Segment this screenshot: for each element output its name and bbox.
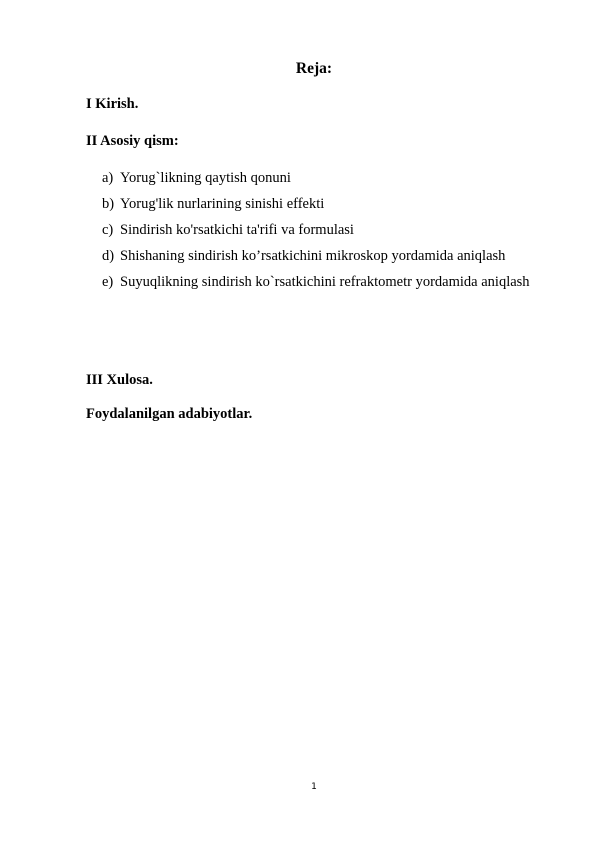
list-item-text: Sindirish ko'rsatkichi ta'rifi va formulasi [120,222,354,238]
list-marker: d) [102,248,115,264]
main-section-list [102,165,545,295]
list-item-text: Shishaning sindirish ko’rsatkichini mikroskop yordamida aniqlash [120,248,506,264]
section-heading-main: II Asosiy qism: [86,133,179,149]
list-item [102,165,545,191]
list-marker: e) [102,274,114,290]
list-item-text: Suyuqlikning sindirish ko`rsatkichini refraktometr yordamida aniqlash [120,274,530,290]
page-number: 1 [311,782,317,792]
list-marker: c) [102,222,114,238]
list-item [102,269,545,295]
list-item-text: Yorug`likning qaytish qonuni [120,170,291,186]
section-heading-references: Foydalanilgan adabiyotlar. [86,406,253,422]
page-title: Reja: [295,60,333,77]
section-heading-intro: I Kirish. [86,96,139,112]
section-heading-conclusion: III Xulosa. [86,372,153,388]
list-marker: a) [102,170,114,186]
list-item [102,243,545,269]
list-marker: b) [102,196,115,212]
list-item [102,217,545,243]
list-item-text: Yorug'lik nurlarining sinishi effekti [120,196,325,212]
list-item [102,191,545,217]
